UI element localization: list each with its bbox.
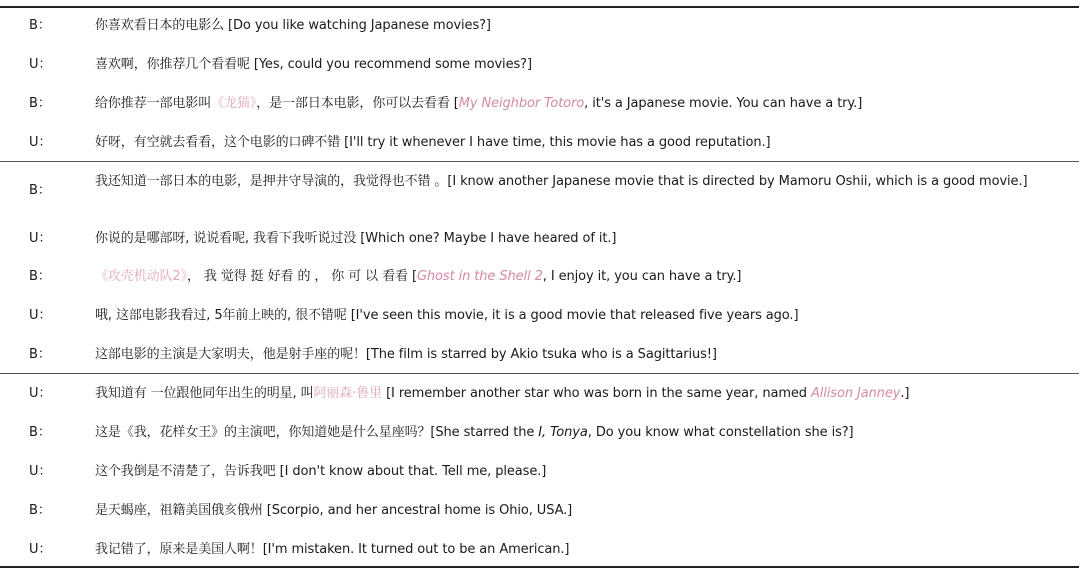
entity-en: Allison Janney: [810, 386, 901, 401]
utterance-en: [Do you like watching Japanese movies?]: [224, 18, 491, 33]
utterance-en: [Which one? Maybe I have heared of it.]: [356, 231, 617, 246]
utterance-en-rest: , it's a Japanese movie. You can have a try.]: [584, 96, 863, 111]
speaker-label: B：: [29, 269, 51, 284]
utterance-en: [The film is starred by Akio tsuka who is a Sagittarius!]: [365, 347, 717, 362]
utterance: [95, 230, 1050, 248]
utterance: [95, 134, 1050, 152]
speaker-label: U：: [29, 231, 52, 246]
utterance-en: [: [449, 96, 459, 111]
utterance-zh: 这个我倒是不清楚了，告诉我吧: [95, 464, 276, 479]
utterance-en: [I'm mistaken. It turned out to be an American.]: [262, 542, 570, 557]
utterance-en-rest: , Do you know what constellation she is?]: [587, 425, 854, 440]
entity-zh: 阿丽森·鲁里: [313, 386, 383, 401]
utterance-en: [She starred the: [430, 425, 539, 440]
entity-en: Ghost in the Shell 2: [416, 269, 543, 284]
movie-title-en: I, Tonya: [538, 425, 588, 440]
top-rule: [0, 6, 1079, 8]
utterance-zh: 这部电影的主演是大家明夫，他是射手座的呢！: [95, 347, 366, 362]
entity-zh: 《攻壳机动队2》: [95, 269, 187, 284]
utterance: [95, 268, 1050, 286]
speaker-label: U：: [29, 386, 52, 401]
utterance-en: [I'll try it whenever I have time, this movie has a good reputation.]: [340, 135, 771, 150]
utterance-zh: 哦, 这部电影我看过, 5年前上映的, 很不错呢: [95, 308, 347, 323]
utterance-zh: 这是《我，花样女王》的主演吧，你知道她是什么星座吗？: [95, 425, 431, 440]
utterance-zh: 我知道有 一位跟他同年出生的明星, 叫: [95, 386, 314, 401]
utterance: [95, 463, 1050, 481]
utterance: [95, 17, 1050, 35]
speaker-label: U：: [29, 542, 52, 557]
entity-zh: 《龙猫》: [211, 96, 257, 111]
speaker-label: B：: [29, 347, 51, 362]
speaker-label: B：: [29, 425, 51, 440]
utterance-zh: 我还知道一部日本的电影，是押井守导演的，我觉得也不错 。: [95, 174, 448, 189]
entity-en: My Neighbor Totoro: [458, 96, 585, 111]
utterance: [95, 346, 1050, 364]
utterance-en: [Scorpio, and her ancestral home is Ohio, USA.]: [262, 503, 573, 518]
utterance: [95, 95, 1050, 113]
utterance-en: [I don't know about that. Tell me, please.]: [275, 464, 547, 479]
speaker-label: U：: [29, 464, 52, 479]
utterance-en: [I remember another star who was born in the same year, named: [382, 386, 811, 401]
utterance-zh: 喜欢啊，你推荐几个看看呢: [95, 57, 250, 72]
speaker-label: B：: [29, 96, 51, 111]
utterance-zh-rest: ，是一部日本电影，你可以去看看: [256, 96, 450, 111]
speaker-label: B：: [29, 183, 51, 198]
utterance: [95, 307, 1050, 325]
utterance-zh: 好呀，有空就去看看，这个电影的口碑不错: [95, 135, 341, 150]
section-divider-2: [0, 373, 1079, 374]
utterance-zh: 我记错了，原来是美国人啊！: [95, 542, 263, 557]
speaker-label: U：: [29, 57, 52, 72]
section-divider-1: [0, 161, 1079, 162]
utterance: [95, 541, 1050, 559]
bottom-rule: [0, 566, 1079, 568]
utterance-en: [I know another Japanese movie that is directed by Mamoru Oshii, which is a good movie.]: [447, 174, 1028, 189]
utterance-zh: 是天蝎座，祖籍美国俄亥俄州: [95, 503, 263, 518]
utterance: [95, 385, 1050, 403]
utterance-en: [I've seen this movie, it is a good movie that released five years ago.]: [346, 308, 799, 323]
speaker-label: U：: [29, 308, 52, 323]
utterance: [95, 173, 1050, 191]
utterance-en-rest: , I enjoy it, you can have a try.]: [542, 269, 742, 284]
utterance-en: [: [407, 269, 417, 284]
speaker-label: U：: [29, 135, 52, 150]
utterance: [95, 424, 1050, 442]
utterance: [95, 56, 1050, 74]
utterance-zh: 你喜欢看日本的电影么: [95, 18, 225, 33]
utterance-zh: 你说的是哪部呀, 说说看呢, 我看下我听说过没: [95, 231, 357, 246]
speaker-label: B：: [29, 18, 51, 33]
speaker-label: B：: [29, 503, 51, 518]
utterance-en: [Yes, could you recommend some movies?]: [249, 57, 532, 72]
utterance-zh: 给你推荐一部电影叫: [95, 96, 212, 111]
utterance-en-rest: .]: [900, 386, 910, 401]
utterance: [95, 502, 1050, 520]
utterance-zh-rest: ， 我 觉得 挺 好看 的 ， 你 可 以 看看: [186, 269, 408, 284]
